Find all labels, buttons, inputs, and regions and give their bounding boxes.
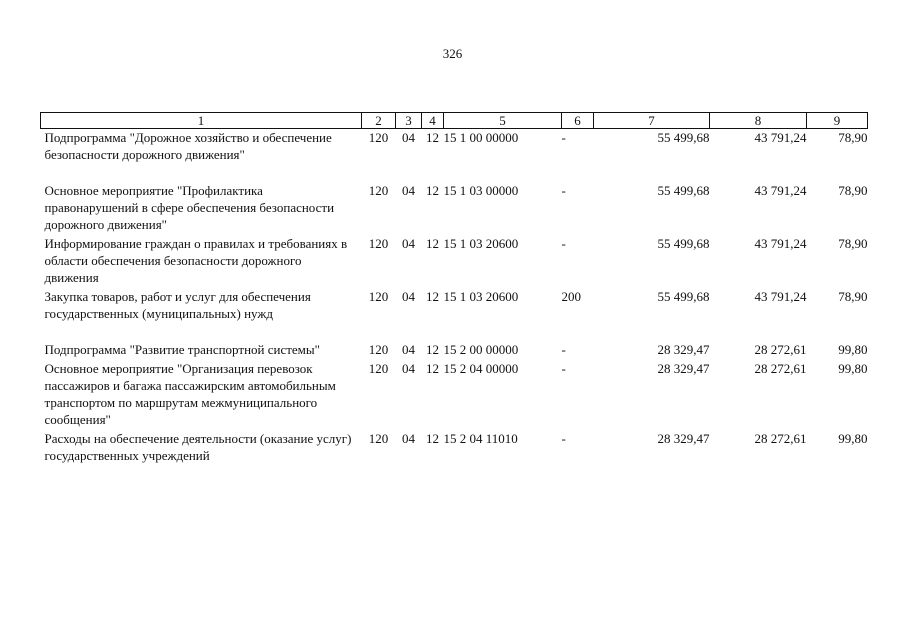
cell-target-article: 15 1 03 00000 [443, 183, 519, 198]
column-header: 9 [807, 113, 868, 129]
cell-subsection: 12 [426, 361, 439, 376]
cell-ministry: 120 [368, 130, 389, 145]
cell-section: 04 [402, 431, 415, 446]
cell-ministry: 120 [368, 342, 389, 357]
cell-executed: 43 791,24 [754, 289, 807, 304]
cell-percent: 99,80 [838, 361, 868, 376]
cell-percent: 99,80 [838, 431, 868, 446]
cell-expense-type: - [561, 183, 566, 198]
cell-percent: 78,90 [838, 183, 868, 198]
cell-percent: 78,90 [838, 289, 868, 304]
cell-expense-type: - [561, 130, 566, 145]
cell-planned: 28 329,47 [657, 361, 710, 376]
row-name: Подпрограмма "Развитие транспортной системы" [44, 342, 320, 357]
cell-executed: 43 791,24 [754, 236, 807, 251]
cell-target-article: 15 2 04 11010 [443, 431, 518, 446]
column-header: 2 [362, 113, 396, 129]
cell-section: 04 [402, 342, 415, 357]
column-header: 5 [444, 113, 562, 129]
cell-section: 04 [402, 289, 415, 304]
cell-target-article: 15 2 04 00000 [443, 361, 519, 376]
cell-section: 04 [402, 183, 415, 198]
cell-percent: 78,90 [838, 130, 868, 145]
row-name: Основное мероприятие "Организация перевозок пассажиров и багажа пассажирским автомобильным транспортом по маршрутам межмуниципального сообщения" [44, 361, 336, 427]
cell-expense-type: - [561, 361, 566, 376]
cell-percent: 99,80 [838, 342, 868, 357]
cell-planned: 55 499,68 [657, 130, 710, 145]
row-name: Расходы на обеспечение деятельности (оказание услуг) государственных учреждений [44, 431, 352, 463]
cell-executed: 28 272,61 [754, 342, 807, 357]
cell-subsection: 12 [426, 431, 439, 446]
column-header: 1 [41, 113, 362, 129]
cell-planned: 55 499,68 [657, 183, 710, 198]
table-row [41, 360, 868, 430]
column-header: 3 [396, 113, 422, 129]
cell-subsection: 12 [426, 130, 439, 145]
cell-executed: 43 791,24 [754, 183, 807, 198]
budget-table [40, 112, 868, 466]
cell-expense-type: - [561, 431, 566, 446]
cell-executed: 28 272,61 [754, 431, 807, 446]
row-name: Подпрограмма "Дорожное хозяйство и обеспечение безопасности дорожного движения" [44, 130, 332, 162]
table-row [41, 341, 868, 360]
table-row [41, 430, 868, 466]
cell-planned: 55 499,68 [657, 236, 710, 251]
table-row [41, 288, 868, 341]
column-header: 7 [594, 113, 710, 129]
column-header: 4 [422, 113, 444, 129]
row-name: Закупка товаров, работ и услуг для обеспечения государственных (муниципальных) нужд [44, 289, 311, 321]
column-header: 6 [562, 113, 594, 129]
cell-target-article: 15 2 00 00000 [443, 342, 519, 357]
cell-subsection: 12 [426, 289, 439, 304]
cell-subsection: 12 [426, 183, 439, 198]
cell-planned: 55 499,68 [657, 289, 710, 304]
page-number: 326 [442, 46, 463, 61]
cell-expense-type: 200 [561, 289, 581, 304]
cell-executed: 43 791,24 [754, 130, 807, 145]
cell-ministry: 120 [368, 361, 389, 376]
header-row [41, 113, 868, 129]
cell-subsection: 12 [426, 236, 439, 251]
row-name: Основное мероприятие "Профилактика правонарушений в сфере обеспечения безопасности дорожного движения" [44, 183, 335, 232]
cell-subsection: 12 [426, 342, 439, 357]
table-row [41, 129, 868, 183]
cell-target-article: 15 1 03 20600 [443, 236, 519, 251]
column-header: 8 [710, 113, 807, 129]
cell-ministry: 120 [368, 183, 389, 198]
table-row [41, 235, 868, 288]
cell-expense-type: - [561, 342, 566, 357]
cell-percent: 78,90 [838, 236, 868, 251]
cell-ministry: 120 [368, 431, 389, 446]
cell-section: 04 [402, 130, 415, 145]
cell-target-article: 15 1 03 20600 [443, 289, 519, 304]
row-name: Информирование граждан о правилах и требованиях в области обеспечения безопасности дорожного движения [44, 236, 348, 285]
cell-section: 04 [402, 236, 415, 251]
cell-expense-type: - [561, 236, 566, 251]
cell-ministry: 120 [368, 289, 389, 304]
cell-ministry: 120 [368, 236, 389, 251]
cell-target-article: 15 1 00 00000 [443, 130, 519, 145]
cell-executed: 28 272,61 [754, 361, 807, 376]
cell-section: 04 [402, 361, 415, 376]
cell-planned: 28 329,47 [657, 431, 710, 446]
table-row [41, 182, 868, 235]
cell-planned: 28 329,47 [657, 342, 710, 357]
